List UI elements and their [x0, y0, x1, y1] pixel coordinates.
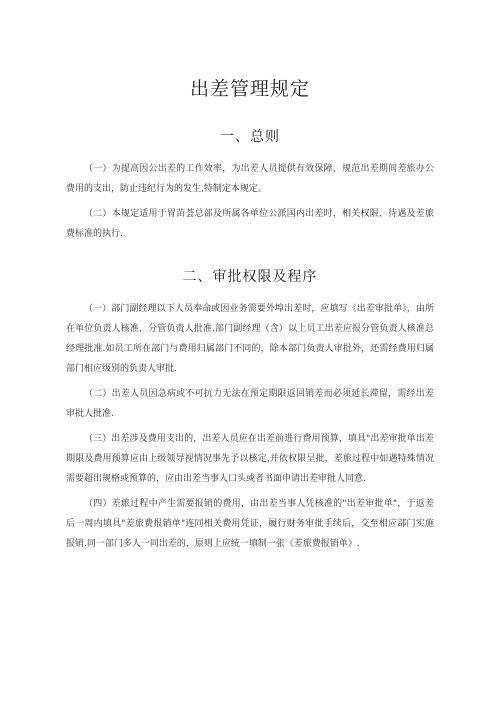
paragraph: （一）为提高因公出差的工作效率，为出差人员提供有效保障，规范出差期间差旅办公费用的支出，防止违纪行为的发生,特制定本规定。 — [66, 164, 434, 194]
section-heading-approval: 二、审批权限及程序 — [182, 269, 318, 285]
paragraph: （一）部门副经理以下人员奉命或因业务需要外埠出差时，应填写《出差审批单》，由所在单位负责人核准，分管负责人批准.部门副经理（含）以上员工出差应报分管负责人核准总经理批准.如员工所在部门与费用归属部门不同的，除本部门负责人审批外，还需经费用归属部门相应级别的负责人审批. — [66, 304, 434, 374]
paragraph: （二）出差人员因急病或不可抗力无法在预定期限返回销差而必须延长滞留，需经出差审批人批准. — [66, 389, 434, 419]
paragraph: （二）本规定适用于胃苗荟总部及所属各单位公派国内出差时，相关权限、待遇及差旅费标准的执行. — [66, 209, 434, 239]
paragraph: （三）出差涉及费用支出的，出差人员应在出差前进行费用预算，填具"出差审批单出差期限及费用预算应由上级领导视情况事先予以核定,并依权限呈批，差旅过程中如遇特殊情况需要超出规格或预算的，应由出差当事人口头或者书面申请出差审批人同意. — [66, 434, 434, 484]
section-heading-general: 一、总则 — [220, 129, 280, 145]
paragraph: （四）差旅过程中产生需要报销的费用，由出差当事人凭核准的"出差审批单"，于返差后一周内填具"差旅费报销单"连同相关费用凭证，履行财务审批手续后，交至相应部门实施报销.同一部门多人一同出差的，原则上应统一填制一张《差旅费报销单》. — [66, 499, 434, 549]
document-title: 出差管理规定 — [189, 78, 310, 100]
section-body-approval — [66, 299, 434, 554]
section-body-general — [66, 159, 434, 244]
